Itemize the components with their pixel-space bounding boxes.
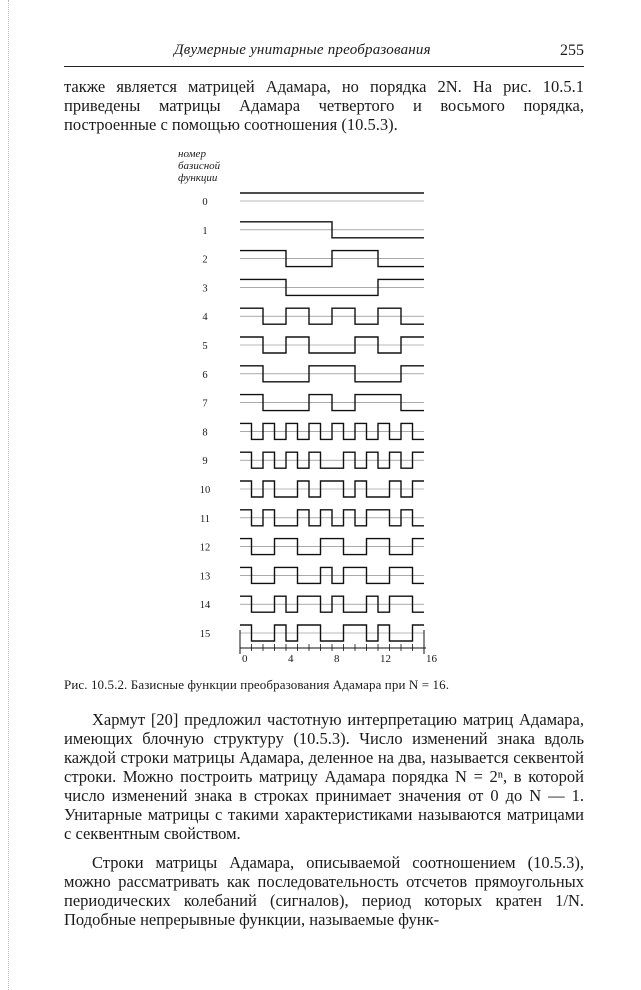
row-label: 4 <box>202 312 208 324</box>
x-tick-label: 4 <box>288 653 294 665</box>
scan-margin-edge <box>8 0 9 990</box>
x-tick-label: 0 <box>242 653 248 665</box>
y-axis-label-line: функции <box>178 172 218 184</box>
page-header <box>64 40 584 67</box>
basis-waveform <box>240 423 424 439</box>
basis-waveform <box>240 567 424 583</box>
x-tick-label: 12 <box>380 653 391 665</box>
row-label: 7 <box>202 398 208 410</box>
row-label: 15 <box>199 629 211 640</box>
basis-waveform <box>240 251 424 267</box>
basis-waveform <box>240 337 424 353</box>
paragraph-harmuth: Хармут [20] предложил частотную интерпретацию матриц Адамара, имеющих блочную структуру (10.5.3). Число изменений знака вдоль каждой строки матрицы Адамара, деленное на два, называется секвентой строки. Можно построить матрицу Адамара порядка N = 2ⁿ, в которой число изменений знака в строках принимает значения от 0 до N — 1. Унитарные матрицы с такими характеристиками называются матрицами с секвентным свойством. <box>64 710 584 843</box>
row-label: 14 <box>199 600 211 612</box>
basis-waveform <box>240 539 424 555</box>
row-label: 9 <box>202 456 208 468</box>
x-tick-label: 8 <box>334 653 340 665</box>
row-label: 3 <box>202 283 208 295</box>
basis-waveform <box>240 366 424 382</box>
basis-waveform <box>240 308 424 324</box>
row-label: 13 <box>199 571 211 583</box>
x-tick-label: 16 <box>426 653 437 665</box>
row-label: 10 <box>199 485 211 496</box>
basis-waveform <box>240 481 424 497</box>
row-label: 8 <box>202 427 208 439</box>
basis-waveform <box>240 510 424 526</box>
row-label: 11 <box>199 513 211 525</box>
basis-waveform <box>240 596 424 612</box>
row-label: 2 <box>202 254 208 266</box>
row-label: 1 <box>202 225 208 237</box>
row-label: 0 <box>202 197 208 208</box>
row-label: 5 <box>202 341 208 352</box>
y-axis-label-line: номер <box>178 148 206 160</box>
figure-caption: Рис. 10.5.2. Базисные функции преобразования Адамара при N = 16. <box>64 677 450 692</box>
paragraph-intro: также является матрицей Адамара, но порядка 2N. На рис. 10.5.1 приведены матрицы Адамара четвертого и восьмого порядка, построенные с помощью соотношения (10.5.3). <box>64 77 584 134</box>
page-number: 255 <box>560 42 584 59</box>
basis-waveform <box>240 452 424 468</box>
basis-waveform <box>240 395 424 411</box>
basis-waveform <box>240 222 424 238</box>
row-label: 12 <box>199 542 211 554</box>
paragraph-rows: Строки матрицы Адамара, описываемой соотношением (10.5.3), можно рассматривать как последовательность отсчетов прямоугольных периодических колебаний (сигналов), период которых кратен 1/N. Подобные непрерывные функции, называемые функ- <box>64 853 584 929</box>
basis-waveform <box>240 279 424 295</box>
row-label: 6 <box>202 369 208 381</box>
basis-waveform <box>240 625 424 641</box>
y-axis-label-line: базисной <box>178 160 221 172</box>
running-title: Двумерные унитарные преобразования <box>174 42 431 58</box>
